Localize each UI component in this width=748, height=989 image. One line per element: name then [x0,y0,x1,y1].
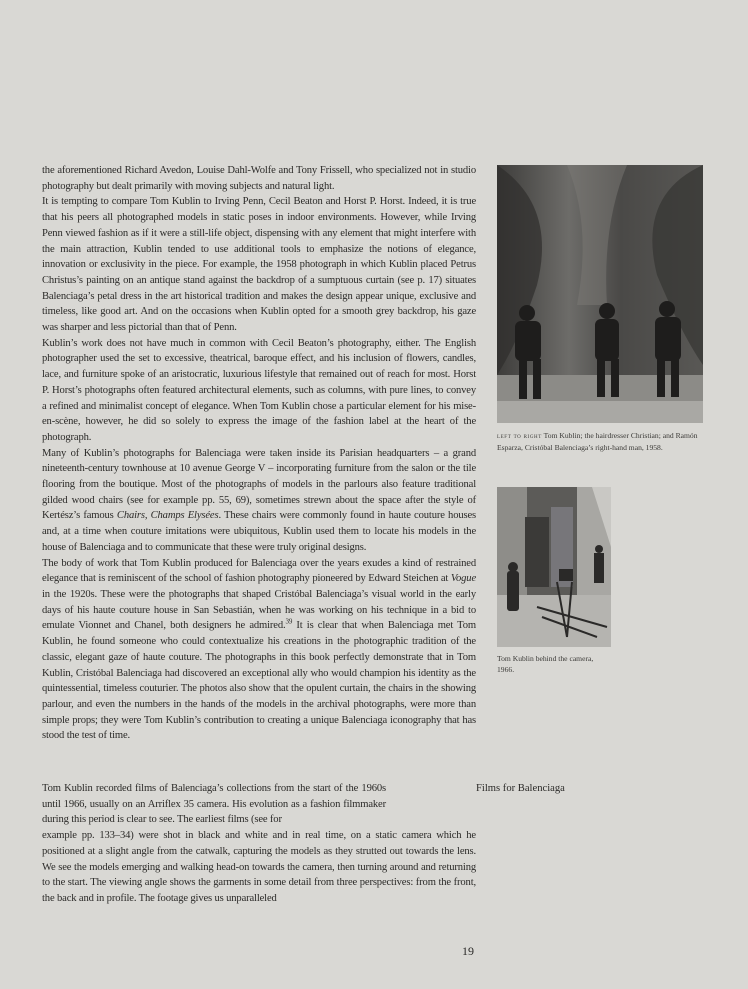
paragraph-5-text-b: in the 1920s. These were the photographs that shaped Cristóbal Balenciaga’s visual world in the early days of his haute couture house in San Sebastián, when he was working on his technique in a bid to emulate Vionnet and Chanel, both designers he admired. [42,588,476,632]
paragraph-3: Kublin’s work does not have much in common with Cecil Beaton’s photography, either. The English photographer used the set to excessive, theatrical, baroque effect, and his inclusion of flowers, candles, lace, and furniture spoke of an aristocratic, luxurious lifestyle that remained out of reach for most. Horst P. Horst’s photographs often featured architectural elements, such as columns, with pure lines, to convey a refined and minimalist concept of elegance. When Tom Kublin chose a particular element for his mise-en-scène, however, he did so solely to express the image of the fashion label at the heart of the photograph. [42,337,476,443]
paragraph-5-italic: Vogue [450,573,476,585]
paragraph-4-text-b: . These chairs were commonly found in haute couture houses and, at a time when couture imitations were ubiquitous, Kublin used them to locate his models in the house of Balenciaga and to communicate that these were truly original designs. [42,510,476,553]
page-number: 19 [462,944,474,958]
footnote-marker: 39 [285,617,293,626]
photo-2-caption: Tom Kublin behind the camera, 1966. [497,654,594,674]
caption-text: Tom Kublin; the hairdresser Christian; and Ramón Esparza, Cristóbal Balenciaga’s right-hand man, 1958. [497,431,698,452]
paragraph-2: It is tempting to compare Tom Kublin to Irving Penn, Cecil Beaton and Horst P. Horst. Indeed, it is true that his peers all photographed models in static poses in indoor environments. However, while Irving Penn viewed fashion as if it were a still-life object, dispensing with any element that might interfere with the main attraction, Kublin tended to use additional tools to emphasize the notions of elegance, innovation or exclusivity in the piece. For example, the 1958 photograph in which Kublin placed Petrus Christus’s painting on an antique stand against the backdrop of a sumptuous curtain (see p. 17) situates Balenciaga’s petal dress in the art historical tradition and makes the design appear unique, exclusive and timeless, like good art. And on the occasions when Kublin opted for a smooth grey backdrop, his gaze was sharper and less pictorial than that of Penn. [42,196,476,334]
photo-1-caption [497,430,705,453]
paragraph-4-text-a: Many of Kublin’s photographs for Balenciaga were taken inside its Parisian headquarters – a grand nineteenth-century townhouse at 10 avenue George V – incorporating furniture from the salon or the tile flooring from the boutique. Most of the photographs of models in the parlours also feature traditional gilded wood chairs (see for example pp. 55, 69), sometimes strewn about the space after the style of Kertész’s famous [42,447,476,522]
main-text-column [42,163,476,744]
caption-lead: left to right [497,433,542,440]
paragraph-5-text-c: It is clear that when Balenciaga met Tom Kublin, he found someone who could contextualize his creations in the photographic tradition of the classic, elegant gaze of haute couture. The photographs in this book perfectly demonstrate that in Tom Kublin, Cristóbal Balenciaga had discovered an exceptional ally who would champion his identity as the quintessential, timeless couturier. The photos also show that the opulent curtain, the chairs in the showing parlour, and even the numbers in the hands of the models in the archival photographs, were more than simple props; they were Tom Kublin’s contribution to creating a unique Balenciaga iconography that has stood the test of time. [42,620,476,742]
films-lead-text: Tom Kublin recorded films of Balenciaga’s collections from the start of the 1960s until 1966, usually on an Arriflex 35 camera. His evolution as a fashion filmmaker during this period is clear to see. The earliest films (see for [42,783,386,826]
films-section-text [42,781,476,907]
films-heading: Films for Balenciaga [476,783,565,794]
photo-kublin-behind-camera [497,487,611,647]
films-rest-text: example pp. 133–34) were shot in black and white and in real time, on a static camera which he positioned at a slight angle from the catwalk, capturing the models as they strutted out towards the lens. We see the models emerging and walking head-on towards the camera, then turning around and returning to the start. The viewing angle shows the garments in some detail from three perspectives: from the front, the back and in profile. The footage gives us unparalleled [42,830,476,904]
paragraph-5-text-a: The body of work that Tom Kublin produced for Balenciaga over the years exudes a kind of restrained elegance that is reminiscent of the school of fashion photography pioneered by Edward Steichen at [42,557,476,585]
photo-kublin-christian-esparza [497,165,703,423]
paragraph-5 [42,556,476,744]
paragraph-1: the aforementioned Richard Avedon, Louise Dahl-Wolfe and Tony Frissell, who specialized not in studio photography but dealt primarily with moving subjects and natural light. [42,165,476,192]
paragraph-4 [42,446,476,556]
paragraph-4-italic: Chairs, Champs Elysées [116,510,219,522]
